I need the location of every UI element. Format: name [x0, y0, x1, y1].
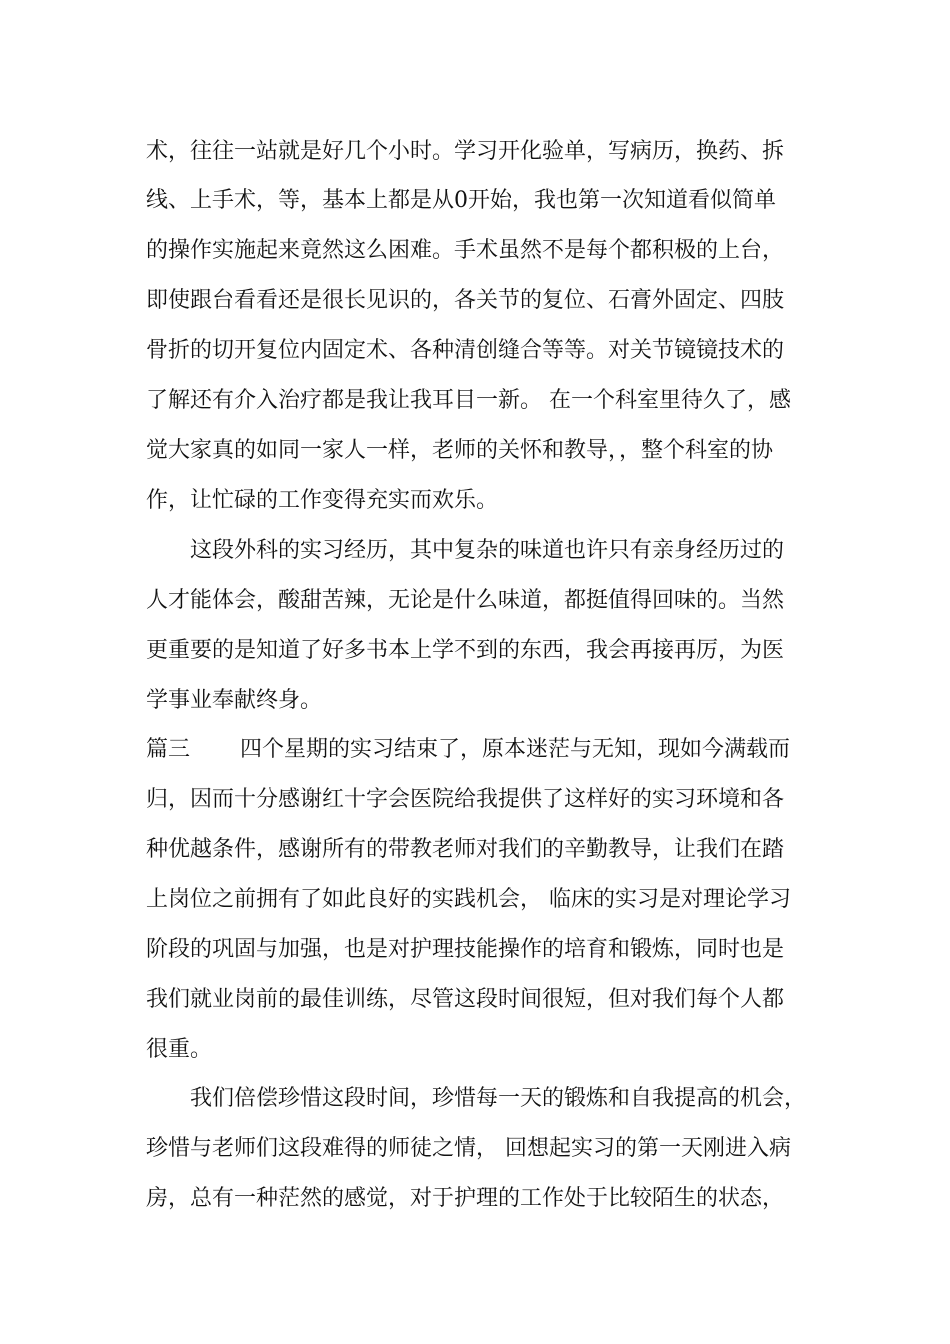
text-line: 的操作实施起来竟然这么困难。手术虽然不是每个都积极的上台， — [146, 238, 785, 263]
text-line: 房，总有一种茫然的感觉，对于护理的工作处于比较陌生的状态， — [146, 1186, 785, 1211]
text-line: 作，让忙碌的工作变得充实而欢乐。 — [146, 488, 499, 513]
text-line: 这段外科的实习经历，其中复杂的味道也许只有亲身经历过的 — [190, 538, 785, 563]
text-line: 我们倍偿珍惜这段时间，珍惜每一天的锻炼和自我提高的机会， — [190, 1086, 806, 1111]
text-line: 即使跟台看看还是很长见识的，各关节的复位、石膏外固定、四肢 — [146, 288, 785, 313]
text-line: 了解还有介入治疗都是我让我耳目一新。 在一个科室里待久了，感 — [146, 388, 791, 413]
text-line: 术，往往一站就是好几个小时。学习开化验单，写病历，换药、拆 — [146, 139, 785, 164]
text-line: 更重要的是知道了好多书本上学不到的东西，我会再接再厉，为医 — [146, 638, 785, 663]
text-line: 学事业奉献终身。 — [146, 688, 323, 713]
text-line: 骨折的切开复位内固定术、各种清创缝合等等。对关节镜镜技术的 — [146, 338, 785, 363]
text-line: 四个星期的实习结束了，原本迷茫与无知，现如今满载而 — [240, 737, 791, 762]
text-line: 人才能体会，酸甜苦辣，无论是什么味道，都挺值得回味的。当然 — [146, 588, 785, 613]
text-line: 珍惜与老师们这段难得的师徒之情， 回想起实习的第一天刚进入病 — [146, 1136, 791, 1161]
section-label: 篇三 — [146, 737, 191, 762]
text-line: 种优越条件，感谢所有的带教老师对我们的辛勤教导，让我们在踏 — [146, 837, 785, 862]
text-line: 很重。 — [146, 1037, 213, 1062]
text-line: 阶段的巩固与加强，也是对护理技能操作的培育和锻炼，同时也是 — [146, 937, 785, 962]
text-line: 线、上手术，等，基本上都是从0开始，我也第一次知道看似简单 — [146, 188, 776, 213]
text-line: 觉大家真的如同一家人一样，老师的关怀和教导，，整个科室的协 — [146, 438, 774, 463]
text-line: 我们就业岗前的最佳训练，尽管这段时间很短，但对我们每个人都 — [146, 987, 785, 1012]
text-line: 上岗位之前拥有了如此良好的实践机会， 临床的实习是对理论学习 — [146, 887, 791, 912]
text-line: 归，因而十分感谢红十字会医院给我提供了这样好的实习环境和各 — [146, 787, 785, 812]
